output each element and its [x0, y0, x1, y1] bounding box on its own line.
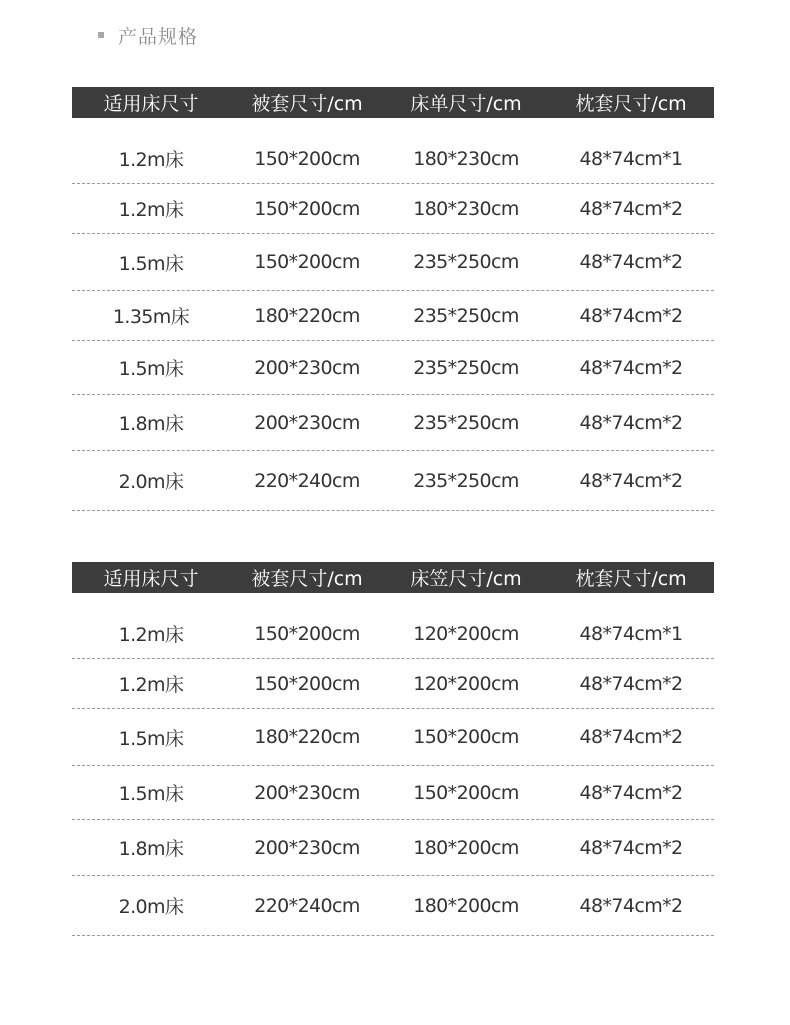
section-header — [98, 20, 198, 50]
table-row — [72, 820, 714, 876]
table-row — [72, 709, 714, 766]
table-row — [72, 593, 714, 659]
header-cell-bed-size: 适用床尺寸 — [103, 568, 199, 590]
cell-bed-size: 1.5m床 — [118, 783, 184, 805]
table-header — [72, 562, 714, 593]
cell-bed-size: 1.2m床 — [118, 149, 184, 171]
cell-duvet-size: 150*200cm — [254, 197, 360, 220]
cell-bed-size: 1.2m床 — [118, 624, 184, 646]
cell-duvet-size: 200*230cm — [254, 356, 360, 379]
table-row — [72, 118, 714, 184]
cell-sheet-size: 120*200cm — [413, 622, 519, 645]
header-cell-bed-size: 适用床尺寸 — [103, 93, 199, 115]
cell-pillowcase-size: 48*74cm*1 — [579, 622, 683, 645]
cell-duvet-size: 150*200cm — [254, 622, 360, 645]
table-row — [72, 876, 714, 936]
cell-sheet-size: 235*250cm — [413, 304, 519, 327]
cell-pillowcase-size: 48*74cm*2 — [579, 304, 683, 327]
cell-sheet-size: 150*200cm — [413, 781, 519, 804]
cell-duvet-size: 180*220cm — [254, 726, 360, 748]
cell-pillowcase-size: 48*74cm*2 — [579, 836, 683, 859]
cell-bed-size: 1.8m床 — [118, 413, 184, 435]
cell-duvet-size: 150*200cm — [254, 672, 360, 695]
cell-sheet-size: 235*250cm — [413, 411, 519, 434]
cell-duvet-size: 180*220cm — [254, 304, 360, 327]
header-cell-pillowcase-size: 枕套尺寸/cm — [575, 568, 687, 590]
section-bullet-icon — [98, 32, 104, 38]
table-row — [72, 341, 714, 395]
table-row — [72, 184, 714, 234]
section-title: 产品规格 — [118, 25, 199, 48]
cell-duvet-size: 220*240cm — [254, 469, 360, 492]
cell-duvet-size: 200*230cm — [254, 836, 360, 859]
cell-bed-size: 1.2m床 — [118, 199, 184, 221]
cell-sheet-size: 235*250cm — [413, 356, 519, 379]
cell-pillowcase-size: 48*74cm*2 — [579, 251, 683, 273]
cell-duvet-size: 220*240cm — [254, 894, 360, 917]
header-cell-sheet-size: 床单尺寸/cm — [410, 93, 522, 115]
cell-sheet-size: 150*200cm — [413, 726, 519, 748]
spec-table-fitted-sheet — [72, 562, 714, 936]
cell-duvet-size: 150*200cm — [254, 147, 360, 170]
cell-bed-size: 1.5m床 — [118, 252, 184, 275]
cell-bed-size: 1.5m床 — [118, 727, 184, 750]
cell-duvet-size: 150*200cm — [254, 251, 360, 273]
spec-table-bedsheet — [72, 87, 714, 511]
cell-sheet-size: 180*230cm — [413, 197, 519, 220]
header-cell-pillowcase-size: 枕套尺寸/cm — [575, 93, 687, 115]
cell-pillowcase-size: 48*74cm*2 — [579, 356, 683, 379]
cell-pillowcase-size: 48*74cm*1 — [579, 147, 683, 170]
header-cell-fitted-sheet-size: 床笠尺寸/cm — [410, 568, 522, 590]
table-row — [72, 451, 714, 511]
cell-bed-size: 2.0m床 — [118, 471, 184, 493]
cell-duvet-size: 200*230cm — [254, 781, 360, 804]
cell-bed-size: 1.8m床 — [118, 838, 184, 860]
cell-sheet-size: 235*250cm — [413, 469, 519, 492]
cell-pillowcase-size: 48*74cm*2 — [579, 781, 683, 804]
cell-sheet-size: 235*250cm — [413, 251, 519, 273]
cell-pillowcase-size: 48*74cm*2 — [579, 726, 683, 748]
cell-sheet-size: 180*200cm — [413, 836, 519, 859]
header-cell-duvet-size: 被套尺寸/cm — [251, 93, 363, 115]
cell-pillowcase-size: 48*74cm*2 — [579, 672, 683, 695]
cell-bed-size: 1.2m床 — [118, 674, 184, 696]
table-row — [72, 395, 714, 451]
cell-sheet-size: 120*200cm — [413, 672, 519, 695]
cell-bed-size: 2.0m床 — [118, 896, 184, 918]
cell-pillowcase-size: 48*74cm*2 — [579, 469, 683, 492]
table-row — [72, 234, 714, 291]
cell-duvet-size: 200*230cm — [254, 411, 360, 434]
header-cell-duvet-size: 被套尺寸/cm — [251, 568, 363, 590]
table-row — [72, 291, 714, 341]
cell-sheet-size: 180*200cm — [413, 894, 519, 917]
cell-bed-size: 1.35m床 — [112, 306, 190, 328]
cell-sheet-size: 180*230cm — [413, 147, 519, 170]
table-row — [72, 659, 714, 709]
cell-pillowcase-size: 48*74cm*2 — [579, 411, 683, 434]
cell-bed-size: 1.5m床 — [118, 358, 184, 380]
cell-pillowcase-size: 48*74cm*2 — [579, 197, 683, 220]
cell-pillowcase-size: 48*74cm*2 — [579, 894, 683, 917]
table-row — [72, 766, 714, 820]
table-header — [72, 87, 714, 118]
